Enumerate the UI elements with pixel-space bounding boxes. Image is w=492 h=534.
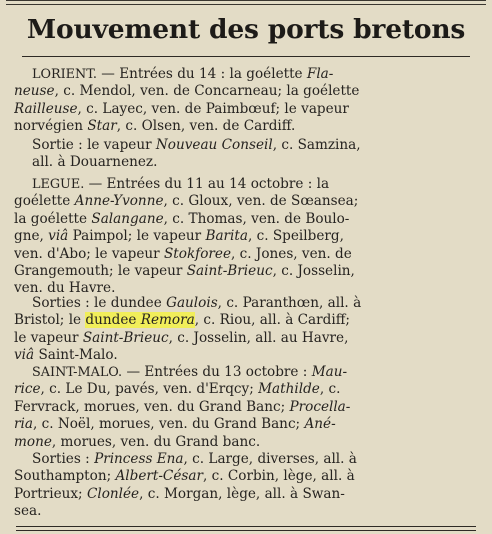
text-run: , c. Josselin, all. au Havre, [168,329,349,346]
text-run: , c. Thomas, ven. de Boulo- [163,210,350,227]
article-title: Mouvement des ports bretons [26,14,466,45]
text-run: , c. Corbin, lège, all. à [202,468,355,485]
text-line [14,295,482,312]
text-run: , c. [319,381,341,398]
ship-name: Stokforee [163,245,231,262]
text-line [14,66,482,83]
text-run: all. à Douarnenez. [32,154,158,171]
top-rule [6,0,486,5]
port-name: SAINT-MALO. [32,365,123,380]
text-run: Paimpol; le vapeur [68,228,206,245]
paragraph-legue-entrees [14,176,482,298]
ship-name: Ané- [304,416,336,433]
paragraph-lorient-sortie [32,137,492,172]
text-run: Sorties : le dundee [32,295,167,311]
ship-name: Remora [140,312,195,329]
ship-name: Clonlée [86,485,140,502]
text-run: , morues, ven. du Grand banc. [51,433,261,450]
text-line [14,312,482,329]
text-line [14,263,482,280]
text-run: goélette [14,193,75,210]
ship-name: Star [87,118,117,135]
ship-name: Saint-Brieuc [82,329,169,346]
ship-name: Gaulois [166,295,218,311]
ship-name: rice [14,381,41,398]
text-run: ven. du Havre. [14,280,116,297]
text-run: la goélette [14,210,92,227]
text-run: , c. Gloux, ven. de Sœansea; [163,193,359,210]
ship-name: Mathilde [258,381,320,398]
ship-name: ria [14,416,33,433]
text-run: , c. Josselin, [272,262,355,279]
text-run: , c. Noël, morues, ven. du Grand Banc; [32,416,305,433]
ship-name: Salangane [91,210,164,227]
text-line [14,228,482,245]
text-line [14,246,482,263]
text-line [14,364,482,381]
ship-name: viâ [48,228,69,245]
text-line [14,347,482,364]
ship-name: viâ [14,347,35,364]
port-name: LEGUE. [32,177,85,192]
ship-name: mone [14,433,52,450]
text-line [14,416,482,433]
ship-name: Railleuse [14,100,78,117]
text-run: dundee [85,312,141,329]
ship-name: Barita [205,228,248,245]
text-run: — Entrées du 13 octobre : [122,364,312,380]
text-run: norvégien [14,118,88,135]
text-line [14,211,482,228]
text-run: , c. Mendol, ven. de Concarneau; la goélette [54,83,360,100]
text-run: — Entrées du 14 : la goélette [96,66,307,82]
text-run: sea. [14,503,42,520]
bottom-rule [16,526,476,531]
text-run: le vapeur [14,329,83,346]
text-run: , c. Layec, ven. de Paimbœuf; le vapeur [77,100,349,117]
paragraph-lorient-entrees [14,66,482,136]
paragraph-saint-malo-sorties [14,451,482,521]
ship-name: Saint-Brieuc [186,262,273,279]
text-line [14,503,482,520]
text-run: , c. Morgan, lège, all. à Swan- [139,485,345,502]
ship-name: Princess Ena [94,451,184,467]
text-line [14,118,482,135]
text-run: Bristol; le [14,312,86,329]
text-run: , c. Samzina, [272,137,361,153]
port-name: LORIENT. [32,67,97,82]
ship-name: Anne-Yvonne [74,193,164,210]
text-run: gne, [14,228,49,245]
ship-name: Nouveau Conseil [155,137,273,153]
text-run: ven. d'Abo; le vapeur [14,245,164,262]
ship-name: Fla- [306,66,334,82]
text-line [14,468,482,485]
ship-name: Procella- [289,398,351,415]
text-line [14,434,482,451]
text-run: Portrieux; [14,485,87,502]
title-rule [22,56,470,57]
text-line [14,451,482,468]
ship-name: Mau- [311,364,348,380]
text-run: , c. Riou, all. à Cardiff; [194,312,350,329]
text-line [32,137,492,154]
text-line [32,154,492,171]
text-line [14,399,482,416]
text-run: , c. Speilberg, [247,228,344,245]
ship-name: neuse [14,83,55,100]
text-line [14,101,482,118]
text-line [14,83,482,100]
text-run: Fervrack, morues, ven. du Grand Banc; [14,398,290,415]
text-run: Saint-Malo. [34,347,118,364]
text-line [14,176,482,193]
text-line [14,330,482,347]
text-run: , c. Jones, ven. de [230,245,352,262]
text-run: Sortie : le vapeur [32,137,156,153]
text-run: — Entrées du 11 au 14 octobre : la [84,176,330,192]
paragraph-saint-malo-entrees [14,364,482,451]
ship-name: Albert-César [115,468,203,485]
text-run: , c. Olsen, ven. de Cardiff. [116,118,296,135]
text-line [14,381,482,398]
text-line [14,486,482,503]
text-run: Southampton; [14,468,116,485]
text-run: , c. Paranthœn, all. à [217,295,362,311]
text-run: , c. Le Du, pavés, ven. d'Erqcy; [40,381,259,398]
text-line [14,193,482,210]
text-run: Sorties : [32,451,95,467]
text-run: Grangemouth; le vapeur [14,262,187,279]
text-run: , c. Large, diverses, all. à [183,451,357,467]
paragraph-legue-sorties [14,295,482,365]
